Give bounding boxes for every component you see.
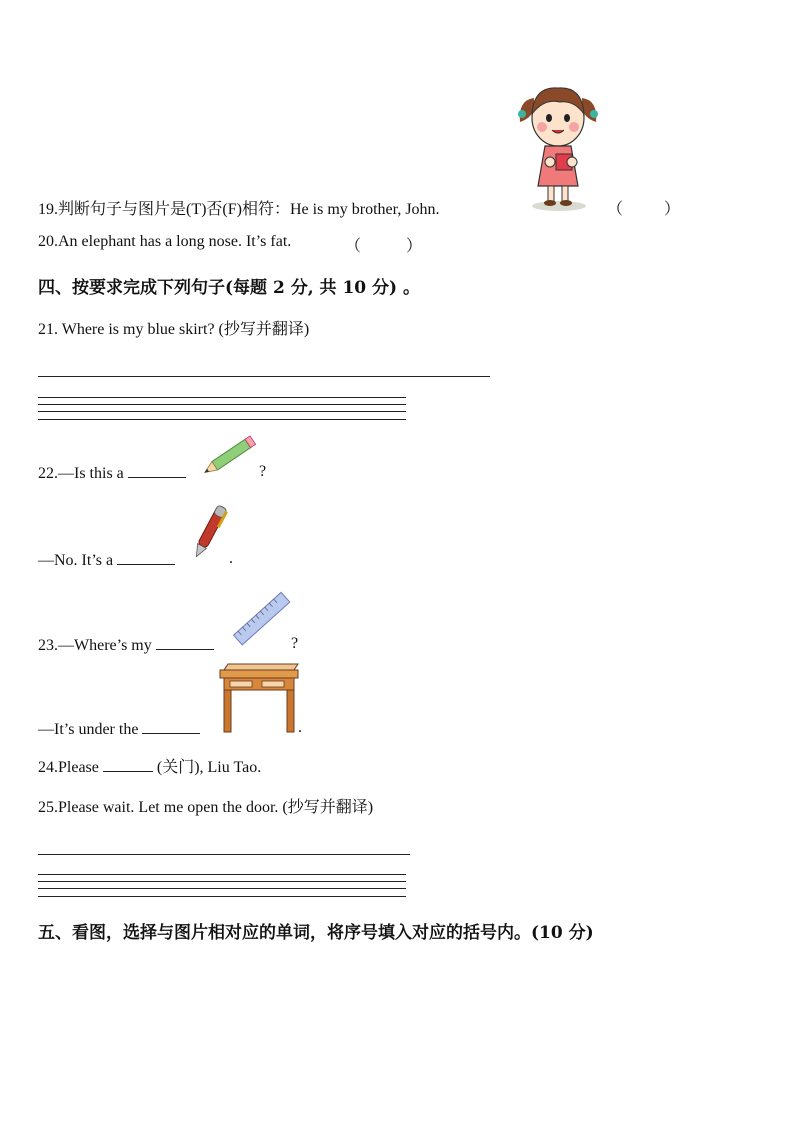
- question-25: 25.Please wait. Let me open the door. (抄写并翻译): [38, 799, 374, 816]
- full-stop: .: [298, 719, 302, 736]
- writing-line: [38, 896, 406, 897]
- writing-line: [38, 411, 406, 412]
- answer-bracket-open: （: [345, 238, 362, 255]
- question-19: 19.判断句子与图片是(T)否(F)相符：He is my brother, John.: [38, 201, 440, 218]
- pencil-image: [198, 432, 267, 480]
- question-mark: ?: [291, 635, 299, 652]
- section-four-heading: 四、按要求完成下列句子(每题 2 分, 共 10 分) 。: [38, 278, 421, 298]
- writing-line: [38, 404, 406, 405]
- question-23: 23.—Where’s my: [38, 635, 214, 655]
- question-20: 20.An elephant has a long nose. It’s fat.: [38, 233, 292, 250]
- answer-blank[interactable]: [142, 719, 200, 734]
- desk-image: [218, 660, 300, 734]
- question-24: 24.Please (关门), Liu Tao.: [38, 759, 262, 776]
- answer-bracket-close: ）: [406, 238, 423, 255]
- answer-line[interactable]: [38, 376, 490, 377]
- answer-blank[interactable]: [103, 757, 153, 772]
- writing-line: [38, 397, 406, 398]
- answer-bracket-open: （: [607, 201, 624, 218]
- full-stop: .: [229, 550, 233, 567]
- section-five-heading: 五、看图，选择与图片相对应的单词，将序号填入对应的括号内。(10 分): [38, 923, 594, 943]
- answer-blank[interactable]: [128, 463, 186, 478]
- girl-illustration: [512, 78, 602, 213]
- question-22: 22.—Is this a: [38, 463, 186, 483]
- answer-bracket-close: ）: [664, 201, 681, 218]
- question-22-reply: —No. It’s a: [38, 550, 175, 570]
- writing-line: [38, 881, 406, 882]
- question-mark: ?: [259, 463, 267, 480]
- writing-line: [38, 888, 406, 889]
- pen-image: [188, 498, 232, 564]
- answer-blank[interactable]: [117, 550, 175, 565]
- answer-blank[interactable]: [156, 635, 214, 650]
- writing-line: [38, 874, 406, 875]
- ruler-image: [230, 588, 294, 650]
- question-23-reply: —It’s under the: [38, 719, 200, 739]
- writing-line: [38, 419, 406, 420]
- answer-line[interactable]: [38, 854, 410, 855]
- question-21: 21. Where is my blue skirt? (抄写并翻译): [38, 321, 310, 338]
